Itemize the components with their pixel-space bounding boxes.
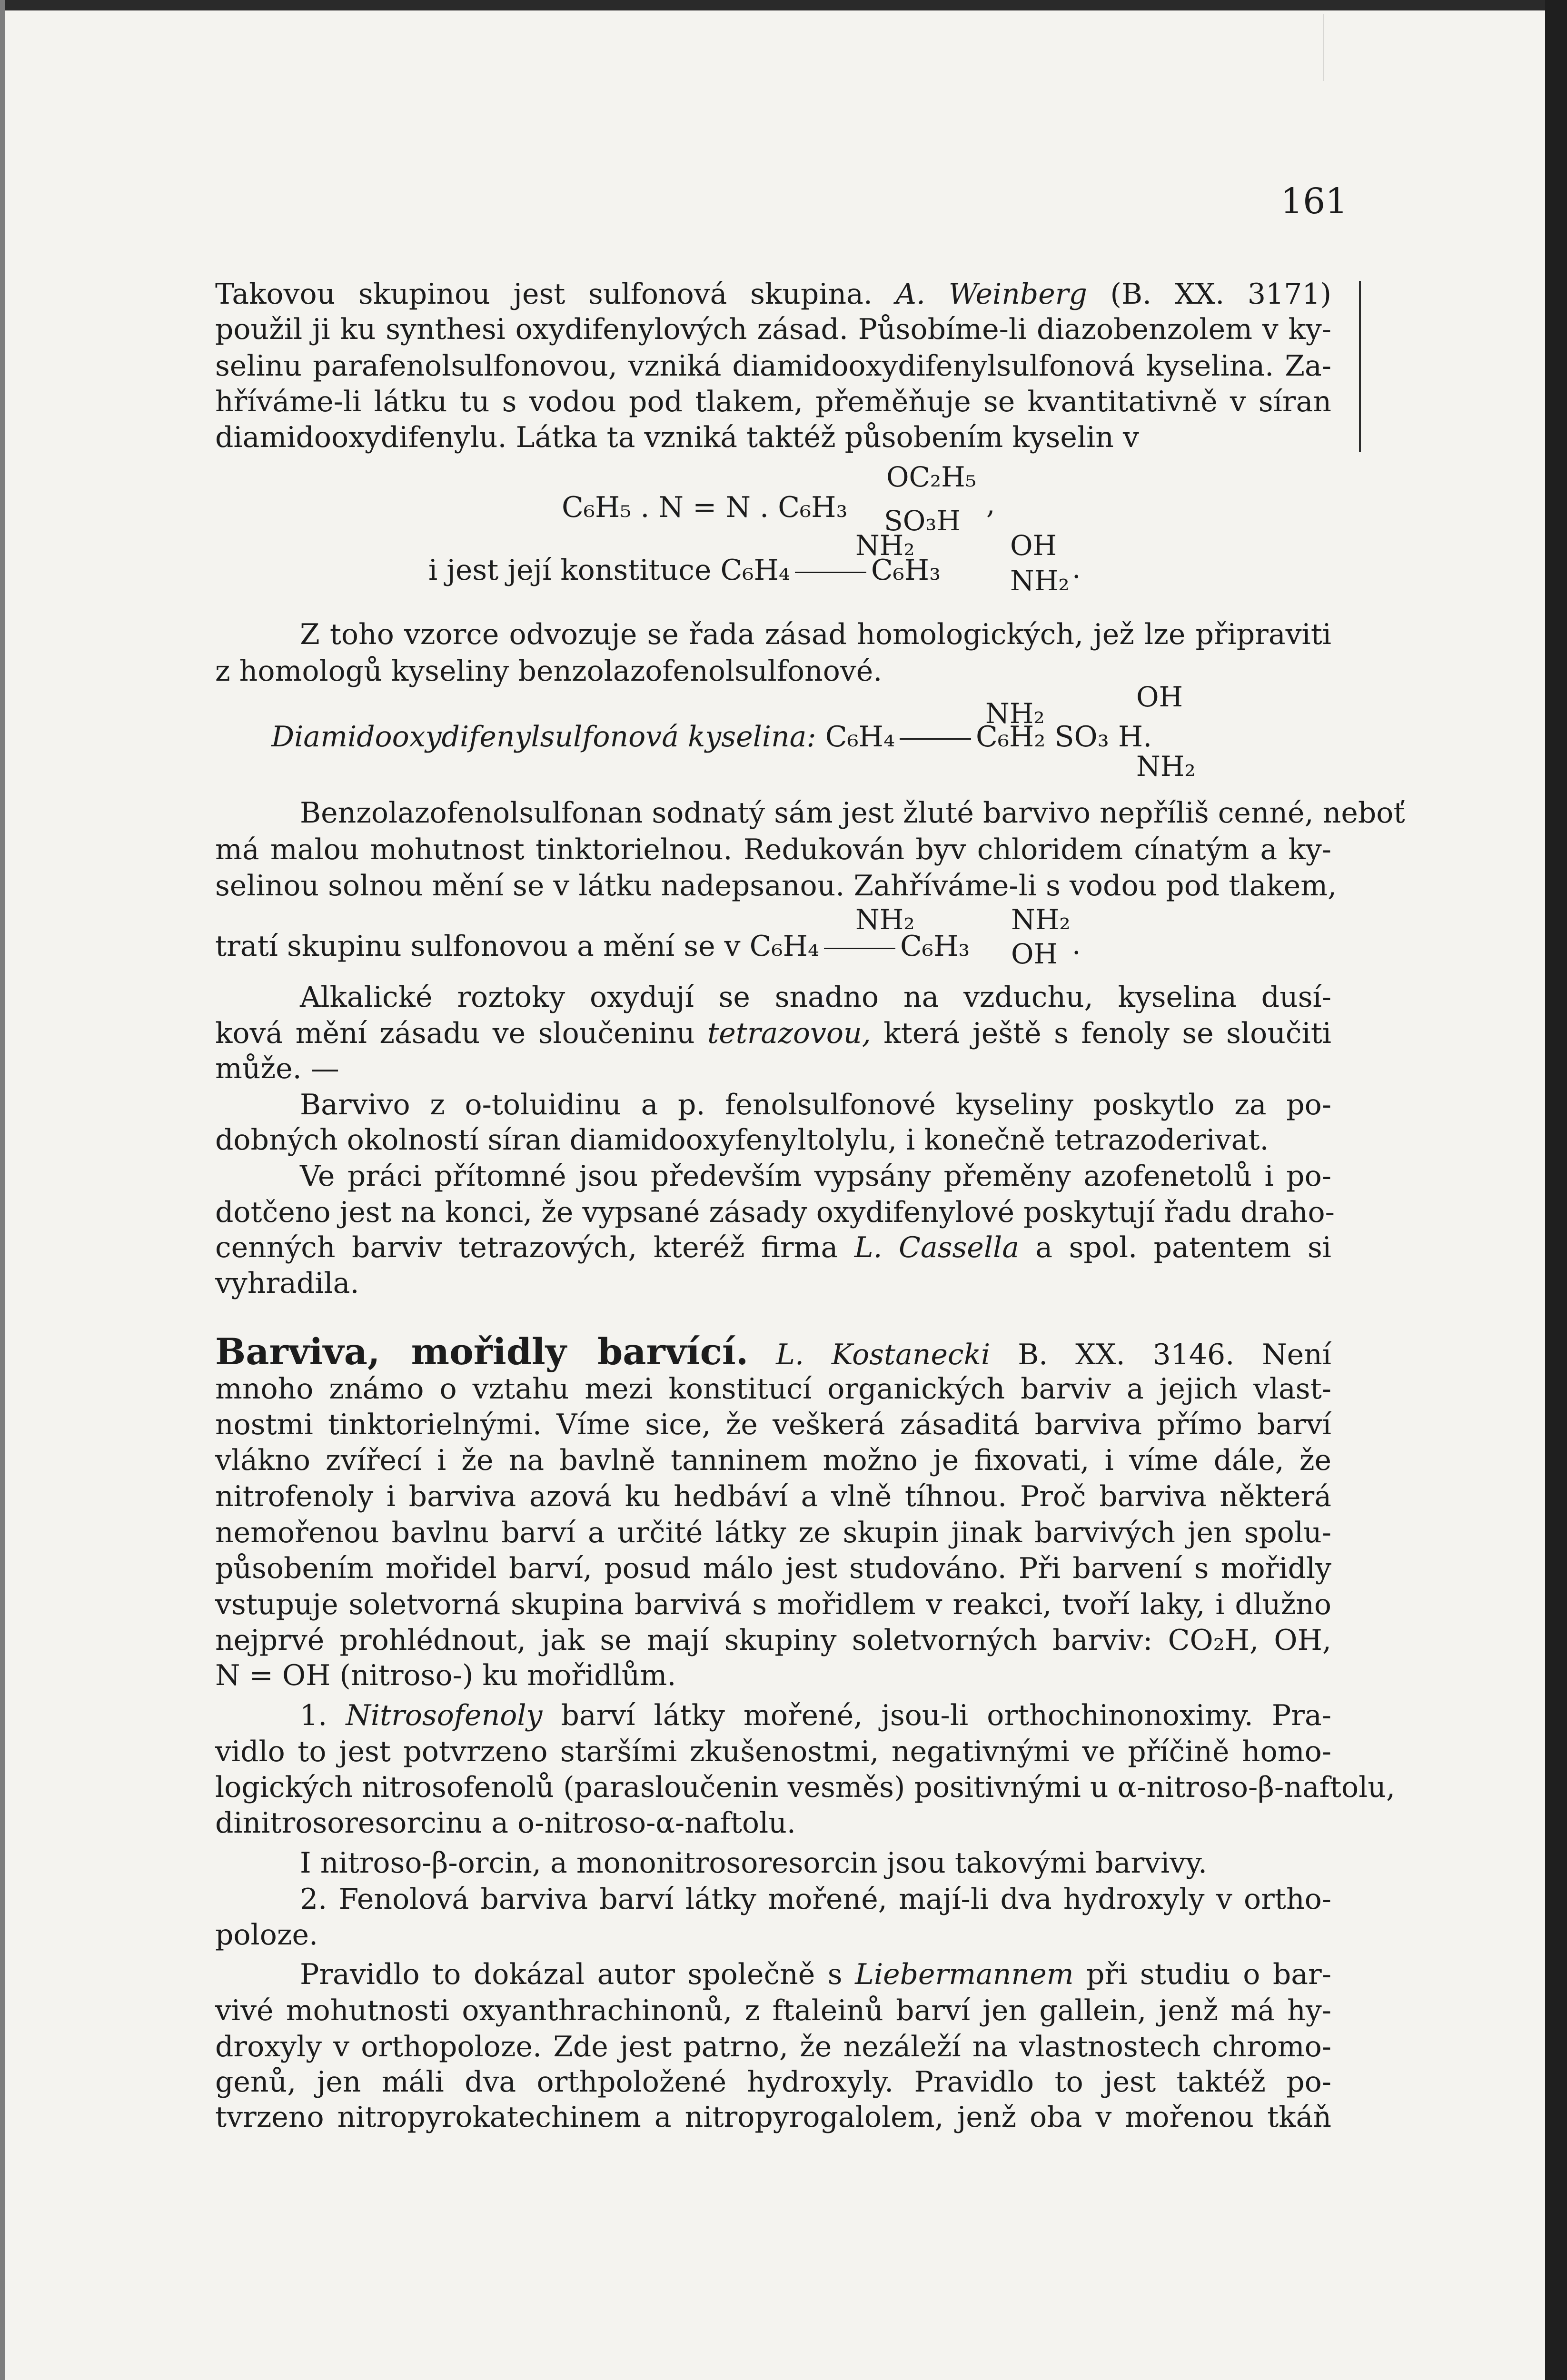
formula-trati: tratí skupinu sulfonovou a mění se v C₆H₄ C₆H₃ — [215, 930, 970, 963]
text-line: dobných okolností síran diamidooxyfenyltolylu, i konečně tetrazoderivat. — [215, 1123, 1269, 1157]
text-line: nemořenou bavlnu barví a určité látky ze skupin jinak barvivých jen spolu- — [215, 1516, 1331, 1549]
text-line: nitrofenoly i barviva azová ku hedbáví a vlně tíhnou. Proč barviva některá — [215, 1480, 1331, 1513]
text-line: cenných barviv tetrazových, kteréž firma L. Cassella a spol. patentem si — [215, 1231, 1331, 1264]
scan-right-edge — [1545, 0, 1567, 2380]
formula-azo — [562, 489, 848, 526]
formula-sub: NH₂ — [1010, 565, 1070, 597]
text-line: Pravidlo to dokázal autor společně s Liebermannem při studiu o bar- — [300, 1958, 1332, 1991]
text-line: N = OH (nitroso-) ku mořidlům. — [215, 1659, 676, 1692]
text-line: Alkalické roztoky oxydují se snadno na vzduchu, kyselina dusí- — [300, 981, 1331, 1014]
text-line: hříváme-li látku tu s vodou pod tlakem, přeměňuje se kvantitativně v síran — [215, 385, 1331, 418]
text-line: má malou mohutnost tinktorielnou. Redukován byv chloridem cínatým a ky- — [215, 833, 1331, 866]
text-line: vivé mohutnosti oxyanthrachinonů, z ftaleinů barví jen gallein, jenž má hy- — [215, 1994, 1331, 2027]
formula-sup: OH — [1136, 681, 1183, 713]
text-line: 1. Nitrosofenoly barví látky mořené, jsou-li orthochinonoximy. Pra- — [300, 1699, 1332, 1732]
text-line: vstupuje soletvorná skupina barvivá s mořidlem v reakci, tvoří laky, i dlužno — [215, 1588, 1331, 1621]
text-line: I nitroso-β-orcin, a mononitrosoresorcin jsou takovými barvivy. — [300, 1846, 1208, 1880]
text-line: vidlo to jest potvrzeno staršími zkušenostmi, negativnými ve příčině homo- — [215, 1735, 1331, 1768]
text-line: Ve práci přítomné jsou především vypsány přeměny azofenetolů i po- — [300, 1160, 1331, 1193]
scan-left-edge — [0, 0, 5, 2380]
formula-comma: , — [986, 488, 995, 520]
text-line: tvrzeno nitropyrokatechinem a nitropyrogalolem, jenž oba v mořenou tkáň — [215, 2101, 1331, 2134]
scan-top-edge — [0, 0, 1567, 10]
formula-sup: OH — [1010, 529, 1057, 562]
text-line: genů, jen máli dva orthpoložené hydroxyly. Pravidlo to jest taktéž po- — [215, 2065, 1331, 2099]
formula-main: C₆H₅ . N = N . C₆H₃ — [562, 491, 848, 524]
text-line: vyhradila. — [215, 1267, 359, 1300]
section-heading-line: Barviva, mořidly barvící. L. Kostanecki B. XX. 3146. Není — [215, 1330, 1331, 1373]
text-line: Benzolazofenolsulfonan sodnatý sám jest žluté barvivo nepříliš cenné, neboť — [300, 796, 1405, 830]
page-number: 161 — [1280, 181, 1348, 222]
formula-end: . — [1072, 928, 1081, 961]
text-line: působením mořidel barví, posud málo jest studováno. Při barvení s mořidly — [215, 1552, 1331, 1585]
text-line: mnoho známo o vztahu mezi konstitucí organických barviv a jejich vlast- — [215, 1372, 1331, 1406]
text-line: poloze. — [215, 1918, 318, 1952]
text-line: nostmi tinktorielnými. Víme sice, že veškerá zásaditá barviva přímo barví — [215, 1408, 1331, 1441]
text-line: může. — — [215, 1052, 339, 1085]
formula-sup: NH₂ — [855, 529, 915, 562]
text-line: selinou solnou mění se v látku nadepsanou. Zahříváme-li s vodou pod tlakem, — [215, 869, 1337, 902]
text-line: dotčeno jest na konci, že vypsané zásady oxydifenylové poskytují řadu draho- — [215, 1196, 1335, 1229]
text-line: diamidooxydifenylu. Látka ta vzniká taktéž působením kyselin v — [215, 421, 1139, 454]
formula-constitution: i jest její konstituce C₆H₄ C₆H₃ — [428, 554, 941, 587]
text-line: logických nitrosofenolů (parasloučenin vesměs) positivnými u α-nitroso-β-naftolu, — [215, 1771, 1396, 1804]
text-line: Z toho vzorce odvozuje se řada zásad homologických, jež lze připraviti — [300, 618, 1331, 651]
formula-sup: NH₂ — [855, 903, 915, 936]
formula-sup: NH₂ — [985, 697, 1045, 730]
formula-sub: NH₂ — [1136, 750, 1196, 783]
formula-sup: NH₂ — [1011, 903, 1071, 936]
text-line: použil ji ku synthesi oxydifenylových zásad. Působíme-li diazobenzolem v ky- — [215, 313, 1331, 346]
section-heading: Barviva, mořidly barvící. — [215, 1330, 749, 1373]
formula-sup: OC₂H₅ — [886, 461, 977, 493]
margin-mark — [1359, 281, 1361, 452]
text-line: dinitrosoresorcinu a o-nitroso-α-naftolu. — [215, 1806, 796, 1840]
text-line: selinu parafenolsulfonovou, vzniká diamidooxydifenylsulfonová kyselina. Za- — [215, 349, 1331, 383]
scan-artifact — [1323, 14, 1467, 81]
formula-diamido: Diamidooxydifenylsulfonová kyselina: C₆H₄ C₆H₂ SO₃ H. — [271, 720, 1152, 754]
text-line: z homologů kyseliny benzolazofenolsulfonové. — [215, 654, 883, 688]
formula-end: . — [1072, 552, 1081, 585]
text-line: nejprvé prohlédnout, jak se mají skupiny soletvorných barviv: CO₂H, OH, — [215, 1624, 1331, 1657]
text-line: Takovou skupinou jest sulfonová skupina. A. Weinberg (B. XX. 3171) — [215, 278, 1332, 311]
formula-sub: OH — [1011, 938, 1058, 970]
text-line: 2. Fenolová barviva barví látky mořené, mají-li dva hydroxyly v ortho- — [300, 1883, 1331, 1916]
text-line: vlákno zvířecí i že na bavlně tanninem možno je fixovati, i víme dále, že — [215, 1444, 1331, 1477]
formula-sub: SO₃H — [884, 505, 961, 537]
text-line: droxyly v orthopoloze. Zde jest patrno, že nezáleží na vlastnostech chromo- — [215, 2030, 1331, 2063]
text-line: ková mění zásadu ve sloučeninu tetrazovou, která ještě s fenoly se sloučiti — [215, 1017, 1331, 1050]
text-line: Barvivo z o-toluidinu a p. fenolsulfonové kyseliny poskytlo za po- — [300, 1088, 1331, 1121]
